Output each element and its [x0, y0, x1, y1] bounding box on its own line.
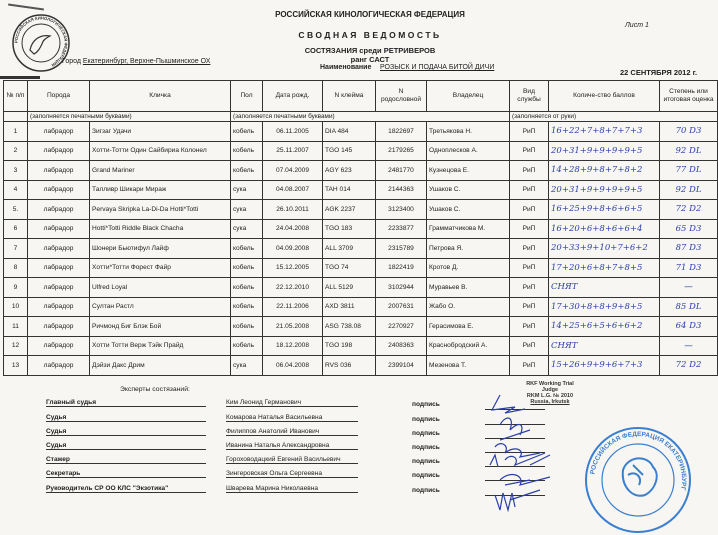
col-header: Дата рожд. — [263, 81, 323, 112]
grade-cell: 65 D3 — [660, 219, 718, 239]
brand-number-cell: ALL 3709 — [323, 239, 376, 259]
sex-cell: кобель — [231, 161, 263, 181]
birthdate-cell: 06.04.2008 — [263, 356, 323, 376]
service-type-cell: РиП — [510, 239, 549, 259]
breed-cell: лабрадор — [28, 122, 90, 142]
expert-row — [40, 485, 440, 500]
fill-note: (заполняется печатными буквами) — [231, 112, 510, 122]
expert-row — [40, 399, 440, 414]
dog-name-cell: Хотти*Тотти Форест Файр — [90, 258, 231, 278]
scan-mark — [8, 4, 44, 11]
birthdate-cell: 21.05.2008 — [263, 317, 323, 337]
sex-cell: кобель — [231, 141, 263, 161]
points-cell: 14+28+9+8+7+8+2 — [549, 161, 660, 181]
pedigree-number-cell: 1822697 — [376, 122, 427, 142]
competition-info — [250, 46, 490, 64]
points-cell: СНЯТ — [549, 336, 660, 356]
row-number: 13 — [4, 356, 28, 376]
dog-name-cell: Ричмонд Биг Блэк Бой — [90, 317, 231, 337]
expert-name: Филиппов Анатолий Иванович — [226, 428, 358, 436]
pedigree-number-cell: 2270927 — [376, 317, 427, 337]
expert-row — [40, 414, 440, 429]
table-row — [4, 239, 718, 259]
col-header: Пол — [231, 81, 263, 112]
pedigree-number-cell: 2144363 — [376, 180, 427, 200]
service-type-cell: РиП — [510, 336, 549, 356]
points-cell: 20+31+9+9+9+9+5 — [549, 180, 660, 200]
brand-number-cell: RVS 036 — [323, 356, 376, 376]
sex-cell: сука — [231, 219, 263, 239]
birthdate-cell: 06.11.2005 — [263, 122, 323, 142]
expert-role: Судья — [46, 442, 206, 450]
owner-cell: Ушаков С. — [427, 180, 510, 200]
breed-cell: лабрадор — [28, 278, 90, 298]
dog-name-cell: Дэйзи Дакс Дрим — [90, 356, 231, 376]
row-number: 9 — [4, 278, 28, 298]
pedigree-number-cell: 2179265 — [376, 141, 427, 161]
pedigree-number-cell: 2399104 — [376, 356, 427, 376]
pedigree-number-cell: 3123400 — [376, 200, 427, 220]
service-type-cell: РиП — [510, 219, 549, 239]
brand-number-cell: AGY 623 — [323, 161, 376, 181]
city-label: Город — [62, 58, 81, 65]
service-type-cell: РиП — [510, 356, 549, 376]
birthdate-cell: 15.12.2005 — [263, 258, 323, 278]
birthdate-cell: 25.11.2007 — [263, 141, 323, 161]
row-number: 10 — [4, 297, 28, 317]
sex-cell: кобель — [231, 336, 263, 356]
owner-cell: Муравьев В. — [427, 278, 510, 298]
expert-name: Шварева Марина Николаевна — [226, 485, 358, 493]
expert-role: Главный судья — [46, 399, 206, 407]
grade-cell: 85 DL — [660, 297, 718, 317]
expert-row — [40, 442, 440, 457]
service-type-cell: РиП — [510, 278, 549, 298]
table-row — [4, 200, 718, 220]
row-number: 3 — [4, 161, 28, 181]
pedigree-number-cell: 2315789 — [376, 239, 427, 259]
col-header: Степень или итоговая оценка — [660, 81, 718, 112]
handwritten-signatures — [470, 385, 600, 515]
birthdate-cell: 24.04.2008 — [263, 219, 323, 239]
experts-title: Эксперты состязаний: — [120, 386, 190, 393]
divider — [0, 76, 40, 79]
row-number: 8 — [4, 258, 28, 278]
birthdate-cell: 04.09.2008 — [263, 239, 323, 259]
owner-cell: Грамматчикова М. — [427, 219, 510, 239]
grade-cell: 72 D2 — [660, 200, 718, 220]
owner-cell: Петрова Я. — [427, 239, 510, 259]
col-header: Порода — [28, 81, 90, 112]
table-row — [4, 141, 718, 161]
expert-role: Руководитель СР ОО КЛС "Экзотика" — [46, 485, 206, 493]
dog-name-cell: Шонери Бьютифул Лайф — [90, 239, 231, 259]
expert-row — [40, 428, 440, 443]
sex-cell: кобель — [231, 239, 263, 259]
signature-label: подпись — [412, 487, 440, 494]
col-header: Количе-ство баллов — [549, 81, 660, 112]
signature-label: подпись — [412, 472, 440, 479]
table-row — [4, 258, 718, 278]
grade-cell: 64 D3 — [660, 317, 718, 337]
brand-number-cell: ALL 5129 — [323, 278, 376, 298]
city — [62, 58, 210, 65]
signature-label: подпись — [412, 416, 440, 423]
table-row — [4, 122, 718, 142]
fill-instructions-row — [4, 112, 718, 122]
brand-number-cell: AGK 2237 — [323, 200, 376, 220]
birthdate-cell: 22.11.2006 — [263, 297, 323, 317]
owner-cell: Одноплесков А. — [427, 141, 510, 161]
sex-cell: кобель — [231, 122, 263, 142]
service-type-cell: РиП — [510, 317, 549, 337]
grade-cell: — — [660, 278, 718, 298]
judge-stamp-line: RKM L.G. № 2010 — [526, 393, 574, 399]
dog-name-cell: Талливр Шикари Мираж — [90, 180, 231, 200]
points-cell: 20+33+9+10+7+6+2 — [549, 239, 660, 259]
expert-role: Стажер — [46, 456, 206, 464]
fill-note: (заполняется печатными буквами) — [28, 112, 231, 122]
grade-cell: 92 DL — [660, 141, 718, 161]
service-type-cell: РиП — [510, 161, 549, 181]
dog-name-cell: Зигзаг Удачи — [90, 122, 231, 142]
points-cell: 20+31+9+9+9+9+5 — [549, 141, 660, 161]
table-row — [4, 356, 718, 376]
owner-cell: Третьякова Н. — [427, 122, 510, 142]
dog-name-cell: Хотти Тотти Верж Тэйк Прайд — [90, 336, 231, 356]
competition-name: СОСТЯЗАНИЯ среди РЕТРИВЕРОВ — [304, 46, 436, 55]
dog-name-cell: Hotti*Totti Riddle Black Chacha — [90, 219, 231, 239]
points-cell: 16+22+7+8+7+7+3 — [549, 122, 660, 142]
results-table — [3, 80, 718, 376]
row-number: 5. — [4, 200, 28, 220]
expert-role: Секретарь — [46, 470, 206, 478]
sex-cell: кобель — [231, 317, 263, 337]
points-cell: 17+30+8+8+9+8+5 — [549, 297, 660, 317]
col-header: Владелец — [427, 81, 510, 112]
col-header: Вид службы — [510, 81, 549, 112]
table-row — [4, 297, 718, 317]
table-row — [4, 336, 718, 356]
pedigree-number-cell: 2007631 — [376, 297, 427, 317]
expert-name: Иванина Наталья Александровна — [226, 442, 358, 450]
points-cell: 16+25+9+8+6+6+5 — [549, 200, 660, 220]
dog-name-cell: Султан Растл — [90, 297, 231, 317]
brand-number-cell: ASG 738.08 — [323, 317, 376, 337]
pedigree-number-cell: 3102944 — [376, 278, 427, 298]
col-header: № п/п — [4, 81, 28, 112]
expert-role: Судья — [46, 414, 206, 422]
brand-number-cell: TGO 198 — [323, 336, 376, 356]
discipline-label: Наименование — [320, 64, 372, 71]
organization-title: РОССИЙСКАЯ КИНОЛОГИЧЕСКАЯ ФЕДЕРАЦИЯ — [275, 10, 465, 19]
service-type-cell: РиП — [510, 141, 549, 161]
brand-number-cell: TGO 183 — [323, 219, 376, 239]
brand-number-cell: TAH 014 — [323, 180, 376, 200]
breed-cell: лабрадор — [28, 258, 90, 278]
pedigree-number-cell: 2408363 — [376, 336, 427, 356]
sex-cell: кобель — [231, 297, 263, 317]
service-type-cell: РиП — [510, 258, 549, 278]
owner-cell: Кузнецова Е. — [427, 161, 510, 181]
seal-text: РОССИЙСКАЯ ФЕДЕРАЦИЯ ЕКАТЕРИНБУРГ — [589, 430, 688, 491]
dog-name-cell: Pervaya Skripka La-Di-Da Hotti*Totti — [90, 200, 231, 220]
breed-cell: лабрадор — [28, 200, 90, 220]
sex-cell: кобель — [231, 278, 263, 298]
expert-name: Зингеровская Ольга Сергеевна — [226, 470, 358, 478]
grade-cell: 77 DL — [660, 161, 718, 181]
table-row — [4, 180, 718, 200]
pedigree-number-cell: 1822419 — [376, 258, 427, 278]
pedigree-number-cell: 2481770 — [376, 161, 427, 181]
row-number: 6 — [4, 219, 28, 239]
breed-cell: лабрадор — [28, 336, 90, 356]
expert-name: Комарова Наталья Васильевна — [226, 414, 358, 422]
signature-label: подпись — [412, 444, 440, 451]
document-title: СВОДНАЯ ВЕДОМОСТЬ — [298, 30, 442, 40]
brand-number-cell: AXD 3811 — [323, 297, 376, 317]
row-number: 2 — [4, 141, 28, 161]
birthdate-cell: 22.12.2010 — [263, 278, 323, 298]
birthdate-cell: 18.12.2008 — [263, 336, 323, 356]
breed-cell: лабрадор — [28, 297, 90, 317]
grade-cell: 70 D3 — [660, 122, 718, 142]
expert-name: Гороховодацкий Евгений Васильевич — [226, 456, 358, 464]
sex-cell: сука — [231, 180, 263, 200]
owner-cell: Ушаков С. — [427, 200, 510, 220]
points-cell: 16+20+6+8+6+6+4 — [549, 219, 660, 239]
competition-rank: ранг САСТ — [350, 55, 390, 64]
breed-cell: лабрадор — [28, 239, 90, 259]
dog-name-cell: Ulfred Loyal — [90, 278, 231, 298]
sex-cell: сука — [231, 356, 263, 376]
grade-cell: 87 D3 — [660, 239, 718, 259]
points-cell: 14+25+6+5+6+6+2 — [549, 317, 660, 337]
table-row — [4, 219, 718, 239]
organization-seal — [583, 425, 693, 535]
row-number: 4 — [4, 180, 28, 200]
judge-stamp-line: RKF Working Trial Judge — [526, 381, 574, 393]
points-cell: СНЯТ — [549, 278, 660, 298]
owner-cell: Жабо О. — [427, 297, 510, 317]
grade-cell: 72 D2 — [660, 356, 718, 376]
judge-stamp-line: Russia, Irkutsk — [530, 399, 570, 405]
breed-cell: лабрадор — [28, 356, 90, 376]
birthdate-cell: 26.10.2011 — [263, 200, 323, 220]
service-type-cell: РиП — [510, 200, 549, 220]
discipline-value: РОЗЫСК И ПОДАЧА БИТОЙ ДИЧИ — [380, 64, 495, 71]
service-type-cell: РиП — [510, 122, 549, 142]
brand-number-cell: DIA 484 — [323, 122, 376, 142]
event-date: 22 СЕНТЯБРЯ 2012 г. — [620, 68, 698, 77]
breed-cell: лабрадор — [28, 141, 90, 161]
breed-cell: лабрадор — [28, 180, 90, 200]
fill-note: (заполняется от руки) — [510, 112, 718, 122]
owner-cell: Краснобродский А. — [427, 336, 510, 356]
expert-row — [40, 470, 440, 485]
owner-cell: Герасимова Е. — [427, 317, 510, 337]
brand-number-cell: TGO 74 — [323, 258, 376, 278]
birthdate-cell: 07.04.2009 — [263, 161, 323, 181]
points-cell: 15+26+9+9+6+7+3 — [549, 356, 660, 376]
birthdate-cell: 04.08.2007 — [263, 180, 323, 200]
signature-label: подпись — [412, 401, 440, 408]
dog-name-cell: Хотти-Тотти Один Сайбириа Колонел — [90, 141, 231, 161]
service-type-cell: РиП — [510, 180, 549, 200]
pedigree-number-cell: 2233877 — [376, 219, 427, 239]
signature-label: подпись — [412, 430, 440, 437]
grade-cell: — — [660, 336, 718, 356]
owner-cell: Кротов Д. — [427, 258, 510, 278]
points-cell: 17+20+6+8+7+8+5 — [549, 258, 660, 278]
dog-name-cell: Grand Mariner — [90, 161, 231, 181]
row-number: 1 — [4, 122, 28, 142]
col-header: Кличка — [90, 81, 231, 112]
row-number: 12 — [4, 336, 28, 356]
city-value: Екатеринбург, Верхне-Пышминское ОХ — [82, 58, 211, 65]
logo-text: РОССИЙСКАЯ КИНОЛОГИЧЕСКАЯ ФЕДЕРАЦИЯ — [13, 15, 69, 68]
signature-label: подпись — [412, 458, 440, 465]
expert-name: Ким Леонид Германович — [226, 399, 358, 407]
expert-role: Судья — [46, 428, 206, 436]
breed-cell: лабрадор — [28, 219, 90, 239]
row-number: 7 — [4, 239, 28, 259]
grade-cell: 71 D3 — [660, 258, 718, 278]
table-row — [4, 317, 718, 337]
sex-cell: кобель — [231, 258, 263, 278]
owner-cell: Мезенова Т. — [427, 356, 510, 376]
sex-cell: сука — [231, 200, 263, 220]
col-header: N клейма — [323, 81, 376, 112]
breed-cell: лабрадор — [28, 317, 90, 337]
service-type-cell: РиП — [510, 297, 549, 317]
table-header-row — [4, 81, 718, 112]
breed-cell: лабрадор — [28, 161, 90, 181]
expert-row — [40, 456, 440, 471]
grade-cell: 92 DL — [660, 180, 718, 200]
brand-number-cell: TGO 145 — [323, 141, 376, 161]
table-row — [4, 278, 718, 298]
row-number: 11 — [4, 317, 28, 337]
table-row — [4, 161, 718, 181]
sheet-number: Лист 1 — [625, 22, 649, 29]
col-header: N родословной — [376, 81, 427, 112]
